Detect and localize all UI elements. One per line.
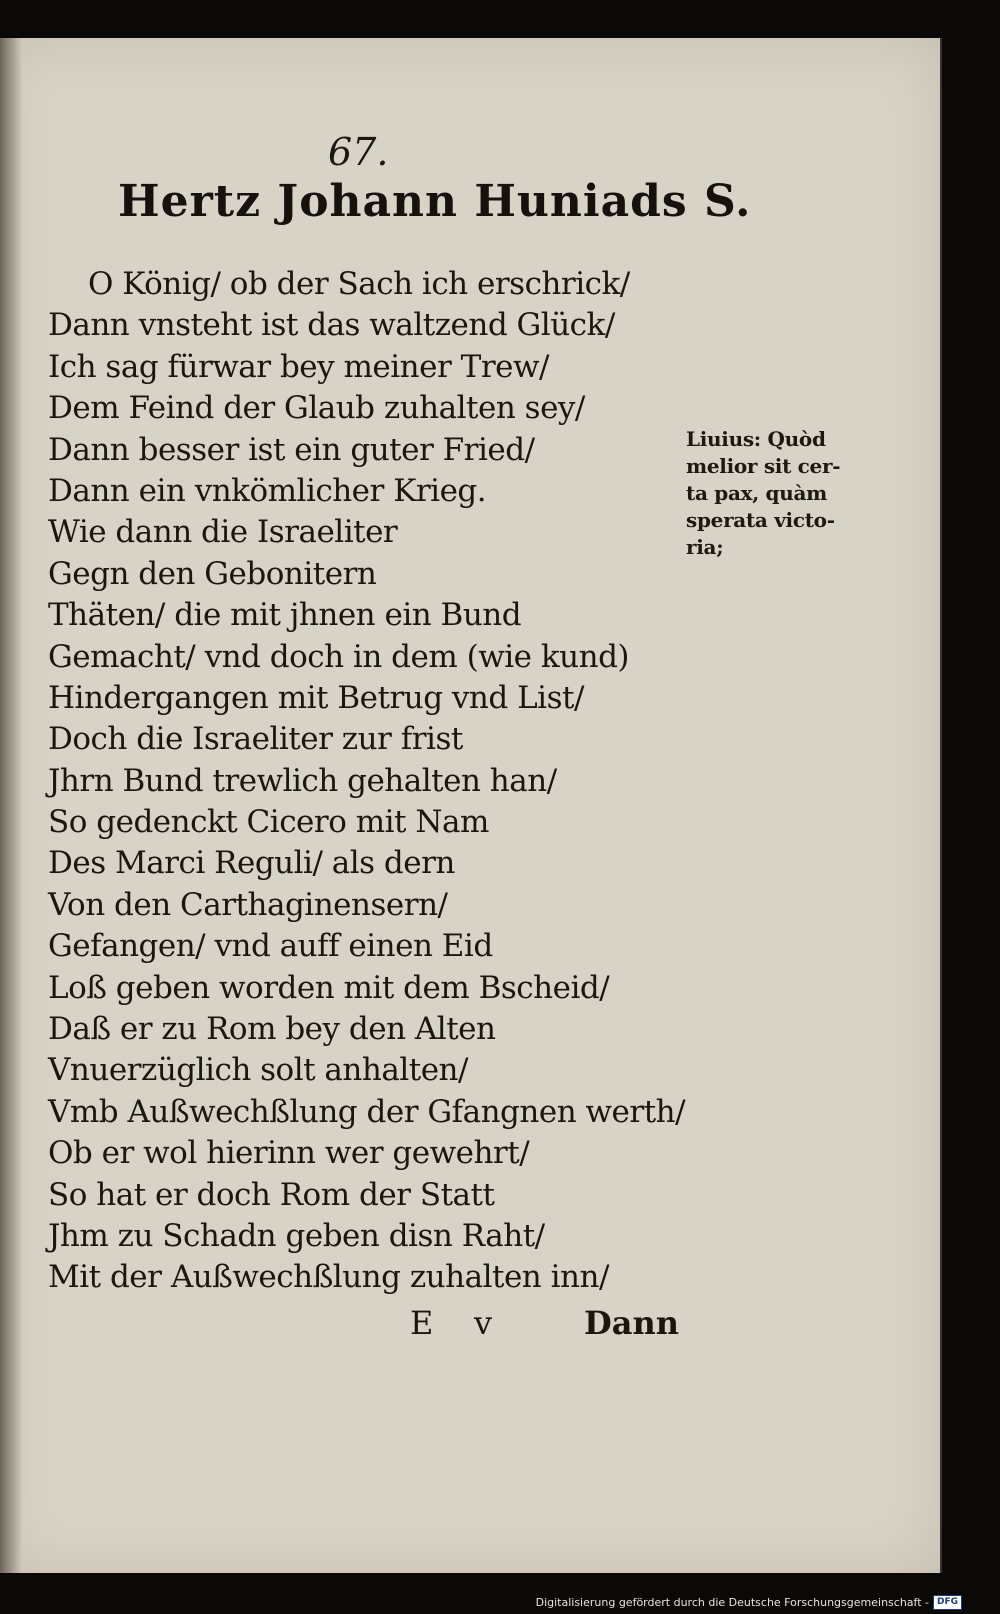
verse-line: Jhm zu Schadn geben disn Raht/ xyxy=(48,1217,545,1254)
running-head: Hertz Johann Huniads S. xyxy=(118,176,752,227)
verse-line: Gefangen/ vnd auff einen Eid xyxy=(48,928,493,965)
marginal-note-line: ta pax, quàm xyxy=(686,481,827,505)
credit-text: Digitalisierung gefördert durch die Deutsche Forschungsgemeinschaft - xyxy=(535,1596,929,1609)
book-page xyxy=(0,38,942,1573)
page-gutter-shadow xyxy=(0,38,22,1573)
verse-line: Dann vnsteht ist das waltzend Glück/ xyxy=(48,307,615,344)
page-number: 67. xyxy=(328,130,389,174)
verse-line: Daß er zu Rom bey den Alten xyxy=(48,1011,496,1048)
marginal-note-line: sperata victo- xyxy=(686,508,835,532)
marginal-note-line: ria; xyxy=(686,535,724,559)
verse-line: Vnuerzüglich solt anhalten/ xyxy=(48,1052,468,1089)
verse-line: Des Marci Reguli/ als dern xyxy=(48,845,455,882)
verse-line: Von den Carthaginensern/ xyxy=(48,886,448,923)
verse-line: Dann besser ist ein guter Fried/ xyxy=(48,431,535,468)
verse-line: Gegn den Gebonitern xyxy=(48,555,377,592)
verse-line: Wie dann die Israeliter xyxy=(48,514,398,551)
verse-line: Thäten/ die mit jhnen ein Bund xyxy=(48,597,522,634)
verse-line: Ob er wol hierinn wer gewehrt/ xyxy=(48,1135,530,1172)
catchword: Dann xyxy=(584,1304,680,1342)
verse-line: O König/ ob der Sach ich erschrick/ xyxy=(88,266,630,302)
signature-mark: E xyxy=(410,1304,434,1342)
verse-line: So hat er doch Rom der Statt xyxy=(48,1176,495,1213)
signature-number: v xyxy=(474,1304,493,1342)
verse-line: Doch die Israeliter zur frist xyxy=(48,721,463,758)
verse-line: Vmb Außwechßlung der Gfangnen werth/ xyxy=(48,1093,686,1130)
verse-line: Dann ein vnkömlicher Krieg. xyxy=(48,472,487,509)
verse-text xyxy=(48,264,688,1299)
verse-line: Loß geben worden mit dem Bscheid/ xyxy=(48,969,610,1006)
verse-line: So gedenckt Cicero mit Nam xyxy=(48,804,489,841)
verse-line: Hindergangen mit Betrug vnd List/ xyxy=(48,679,584,716)
marginal-note-line: Liuius: Quòd xyxy=(686,427,826,451)
marginal-note-line: melior sit cer- xyxy=(686,454,841,478)
verse-line: Ich sag fürwar bey meiner Trew/ xyxy=(48,348,549,385)
verse-line: Mit der Außwechßlung zuhalten inn/ xyxy=(48,1259,609,1296)
marginal-note xyxy=(686,426,871,561)
verse-line: Gemacht/ vnd doch in dem (wie kund) xyxy=(48,638,630,675)
dfg-logo-icon: DFG xyxy=(933,1595,962,1610)
verse-line: Jhrn Bund trewlich gehalten han/ xyxy=(48,762,557,799)
verse-line: Dem Feind der Glaub zuhalten sey/ xyxy=(48,390,585,427)
digitization-credit xyxy=(536,1595,962,1610)
